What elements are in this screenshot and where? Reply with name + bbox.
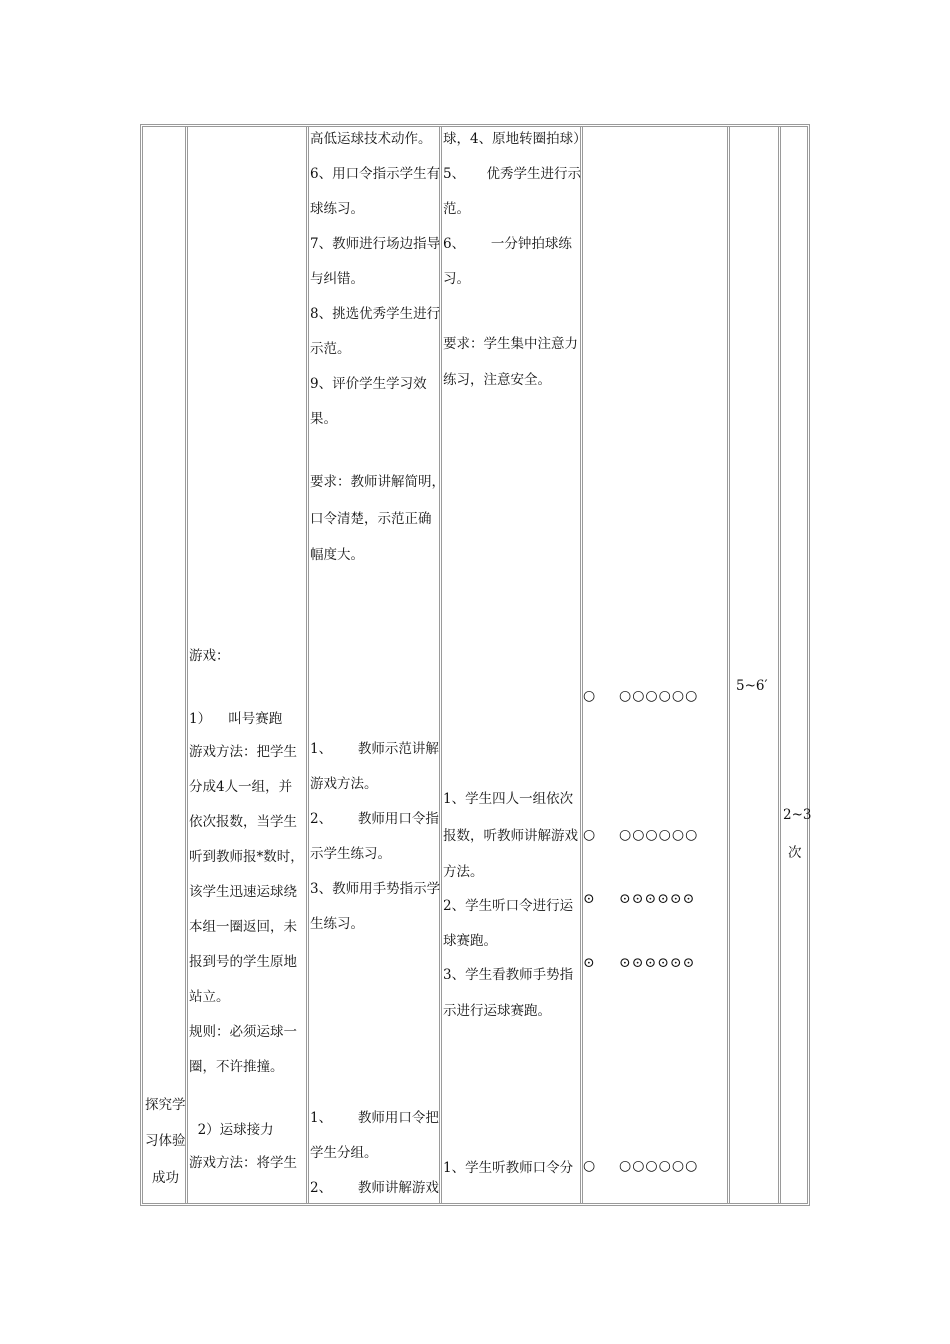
formation-left-mark: ⊙	[583, 891, 596, 907]
student-line: 示进行运球赛跑。	[443, 1003, 551, 1019]
teacher-line: 7、教师进行场边指导	[310, 236, 441, 252]
teacher-line: 2、 教师讲解游戏	[310, 1180, 439, 1196]
teacher-line: 2、 教师用口令指	[310, 811, 439, 827]
content-line: 游戏方法：把学生	[189, 744, 297, 760]
teacher-line: 与纠错。	[310, 271, 364, 287]
teacher-line: 3、教师用手势指示学	[310, 881, 441, 897]
student-line: 要求：学生集中注意力	[443, 336, 578, 352]
formation-row: ○○○○○○	[619, 827, 699, 843]
repetition-value: 2~3	[783, 807, 812, 823]
content-line: 本组一圈返回，未	[189, 919, 297, 935]
teacher-line: 示学生练习。	[310, 846, 391, 862]
teacher-line: 6、用口令指示学生有	[310, 166, 441, 182]
content-line: 依次报数，当学生	[189, 814, 297, 830]
teacher-line: 果。	[310, 411, 337, 427]
section-label-line: 探究学	[145, 1097, 186, 1113]
student-line: 1、学生听教师口令分	[443, 1160, 574, 1176]
section-label-line: 成功	[152, 1170, 179, 1186]
teacher-line: 幅度大。	[310, 547, 364, 563]
content-line: 1） 叫号赛跑	[189, 711, 283, 727]
content-line: 分成4人一组，并	[189, 779, 293, 795]
content-line: 圈，不许推撞。	[189, 1059, 284, 1075]
column-divider-3	[439, 126, 442, 1204]
teacher-line: 1、 教师示范讲解	[310, 741, 439, 757]
student-line: 6、 一分钟拍球练	[443, 236, 572, 252]
teacher-line: 要求：教师讲解简明，	[310, 474, 445, 490]
teacher-line: 游戏方法。	[310, 776, 378, 792]
content-line: 该学生迅速运球绕	[189, 884, 297, 900]
content-line: 游戏：	[189, 648, 230, 664]
student-line: 2、学生听口令进行运	[443, 898, 574, 914]
content-line: 游戏方法：将学生	[189, 1155, 297, 1171]
content-line: 听到教师报*数时，	[189, 849, 304, 865]
student-line: 习。	[443, 271, 470, 287]
section-label-line: 习体验	[145, 1133, 186, 1149]
formation-left-mark: ○	[583, 688, 597, 704]
repetition-unit: 次	[788, 845, 802, 861]
student-line: 练习，注意安全。	[443, 372, 551, 388]
time-value: 5~6′	[736, 678, 768, 694]
teacher-line: 示范。	[310, 341, 351, 357]
teacher-line: 学生分组。	[310, 1145, 378, 1161]
student-line: 报数，听教师讲解游戏	[443, 828, 578, 844]
teacher-line: 1、 教师用口令把	[310, 1110, 439, 1126]
student-line: 5、 优秀学生进行示	[443, 166, 582, 182]
teacher-line: 高低运球技术动作。	[310, 131, 432, 147]
formation-row: ⊙⊙⊙⊙⊙⊙	[619, 891, 696, 907]
table-frame	[140, 124, 810, 1206]
formation-left-mark: ○	[583, 1158, 597, 1174]
student-line: 球赛跑。	[443, 933, 497, 949]
teacher-line: 8、挑选优秀学生进行	[310, 306, 441, 322]
student-line: 方法。	[443, 864, 484, 880]
teacher-line: 口令清楚，示范正确	[310, 511, 432, 527]
student-line: 范。	[443, 201, 470, 217]
content-line: 2）运球接力	[189, 1122, 274, 1138]
teacher-line: 9、评价学生学习效	[310, 376, 427, 392]
content-line: 站立。	[189, 989, 230, 1005]
column-divider-1	[185, 126, 188, 1204]
student-line: 3、学生看教师手势指	[443, 967, 574, 983]
column-divider-4	[580, 126, 583, 1204]
student-line: 球，4、原地转圈拍球）	[443, 131, 587, 147]
formation-left-mark: ⊙	[583, 955, 596, 971]
column-divider-6	[778, 126, 781, 1204]
content-line: 报到号的学生原地	[189, 954, 297, 970]
formation-row: ⊙⊙⊙⊙⊙⊙	[619, 955, 696, 971]
column-divider-2	[306, 126, 309, 1204]
student-line: 1、学生四人一组依次	[443, 791, 574, 807]
teacher-line: 球练习。	[310, 201, 364, 217]
formation-left-mark: ○	[583, 827, 597, 843]
teacher-line: 生练习。	[310, 916, 364, 932]
formation-row: ○○○○○○	[619, 1158, 699, 1174]
content-line: 规则：必须运球一	[189, 1024, 297, 1040]
column-divider-5	[727, 126, 730, 1204]
formation-row: ○○○○○○	[619, 688, 699, 704]
